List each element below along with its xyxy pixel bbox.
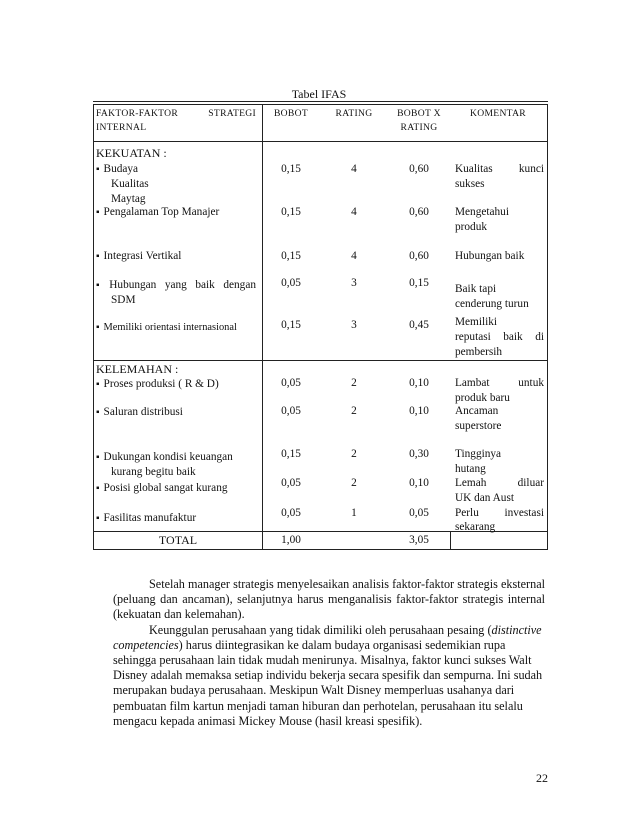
row-faktor: ▪ Hubungan yang baik dengan	[96, 278, 256, 293]
row-komentar: produk	[455, 221, 488, 233]
paragraph-2: Keunggulan perusahaan yang tidak dimiliki oleh perusahaan pesaing (distinctive competencies) harus diintegrasikan ke dalam budaya organisasi sedemikian rupa sehingga perusahaan lain tidak mudah menirunya. Misalnya, faktor kunci sukses Walt Disney adalah memaksa setiap individu bekerja secara spesifik dan sempurna. Ini sudah merupakan budaya perusahaan. Meskipun Walt Disney memperluas usahanya dari pembuatan film kartun menjadi taman hiburan dan perhotelan, perusahaan itu selalu mengacu kepada animasi Mickey Mouse (hasil kreasi spesifik).	[113, 622, 543, 728]
row-komentar: Baik tapi	[455, 283, 497, 295]
row-komentar: superstore	[455, 420, 502, 432]
row-faktor: ▪ Integrasi Vertikal	[96, 249, 181, 264]
row-bobot: 0,15	[281, 448, 301, 460]
row-komentar: hutang	[455, 463, 486, 475]
row-komentar: UK dan Aust	[455, 492, 514, 504]
row-bobot: 0,15	[281, 163, 301, 175]
row-bobot-x-rating: 0,60	[409, 206, 429, 218]
row-rating: 2	[351, 448, 357, 460]
row-bobot-x-rating: 0,30	[409, 448, 429, 460]
row-komentar: Ancaman	[455, 405, 499, 417]
header-bobot-x-rating-line2: RATING	[400, 122, 438, 133]
row-bobot: 0,05	[281, 477, 301, 489]
total-label: TOTAL	[158, 533, 198, 547]
row-rating: 4	[351, 206, 357, 218]
row-komentar: produk baru	[455, 392, 510, 404]
total-bobot: 1,00	[281, 534, 301, 546]
row-faktor: ▪ Saluran distribusi	[96, 405, 183, 420]
row-faktor: ▪ Proses produksi ( R & D)	[96, 377, 219, 392]
row-komentar: reputasi baik di	[455, 331, 544, 343]
row-rating: 3	[351, 277, 357, 289]
body-text	[113, 577, 545, 729]
row-rating: 3	[351, 319, 357, 331]
header-komentar: KOMENTAR	[470, 108, 526, 119]
row-bobot: 0,05	[281, 405, 301, 417]
row-bobot: 0,15	[281, 319, 301, 331]
row-komentar: Hubungan baik	[455, 250, 525, 262]
row-bobot: 0,05	[281, 377, 301, 389]
row-faktor: ▪ Budaya	[96, 162, 138, 177]
header-rating: RATING	[335, 108, 373, 119]
row-bobot-x-rating: 0,15	[409, 277, 429, 289]
row-bobot: 0,05	[281, 277, 301, 289]
row-komentar: Lambat untuk	[455, 377, 544, 389]
row-faktor-sub: kurang begitu baik	[111, 466, 196, 478]
row-bobot: 0,15	[281, 250, 301, 262]
row-rating: 4	[351, 250, 357, 262]
header-bobot: BOBOT	[273, 108, 308, 119]
row-komentar: cenderung turun	[455, 298, 529, 310]
row-bobot: 0,05	[281, 507, 301, 519]
section-kelemahan-title: KELEMAHAN :	[96, 362, 179, 376]
total-bobot-x-rating: 3,05	[409, 534, 429, 546]
row-bobot-x-rating: 0,45	[409, 319, 429, 331]
row-bobot-x-rating: 0,10	[409, 377, 429, 389]
header-faktor-line2: INTERNAL	[96, 122, 147, 133]
row-komentar: Memiliki	[455, 316, 498, 328]
header-faktor: FAKTOR-FAKTOR STRATEGI	[96, 108, 256, 119]
table-caption: Tabel IFAS	[291, 87, 347, 101]
header-bobot-x-rating: BOBOT X	[397, 108, 441, 119]
row-bobot-x-rating: 0,10	[409, 477, 429, 489]
row-komentar: pembersih	[455, 346, 503, 358]
row-komentar: Perlu investasi	[455, 507, 544, 519]
row-bobot-x-rating: 0,60	[409, 163, 429, 175]
row-bobot-x-rating: 0,05	[409, 507, 429, 519]
row-bobot: 0,15	[281, 206, 301, 218]
row-bobot-x-rating: 0,60	[409, 250, 429, 262]
row-bobot-x-rating: 0,10	[409, 405, 429, 417]
row-faktor-sub: Maytag	[111, 193, 146, 205]
row-komentar: Mengetahui	[455, 206, 509, 218]
row-faktor: ▪ Posisi global sangat kurang	[96, 481, 228, 496]
section-kekuatan-title: KEKUATAN :	[96, 146, 167, 160]
row-faktor-sub: SDM	[111, 294, 136, 306]
row-rating: 2	[351, 477, 357, 489]
row-rating: 2	[351, 405, 357, 417]
row-faktor: ▪ Fasilitas manufaktur	[96, 511, 196, 526]
row-faktor-sub: Kualitas	[111, 178, 149, 190]
row-faktor: ▪ Memiliki orientasi internasional	[96, 320, 237, 335]
page-number: 22	[536, 771, 548, 785]
paragraph-1: Setelah manager strategis menyelesaikan analisis faktor-faktor strategis eksternal (peluang dan ancaman), selanjutnya harus menganalisis faktor-faktor strategis internal (kekuatan dan kelemahan).	[113, 577, 545, 622]
row-rating: 4	[351, 163, 357, 175]
row-komentar: sekarang	[455, 521, 496, 533]
row-komentar: Lemah diluar	[455, 477, 544, 489]
row-komentar: Kualitas kunci	[455, 163, 544, 175]
row-faktor: ▪ Dukungan kondisi keuangan	[96, 450, 233, 465]
row-komentar: Tingginya	[455, 448, 502, 460]
row-rating: 1	[351, 507, 357, 519]
row-rating: 2	[351, 377, 357, 389]
row-komentar: sukses	[455, 178, 485, 190]
row-faktor: ▪ Pengalaman Top Manajer	[96, 205, 219, 220]
